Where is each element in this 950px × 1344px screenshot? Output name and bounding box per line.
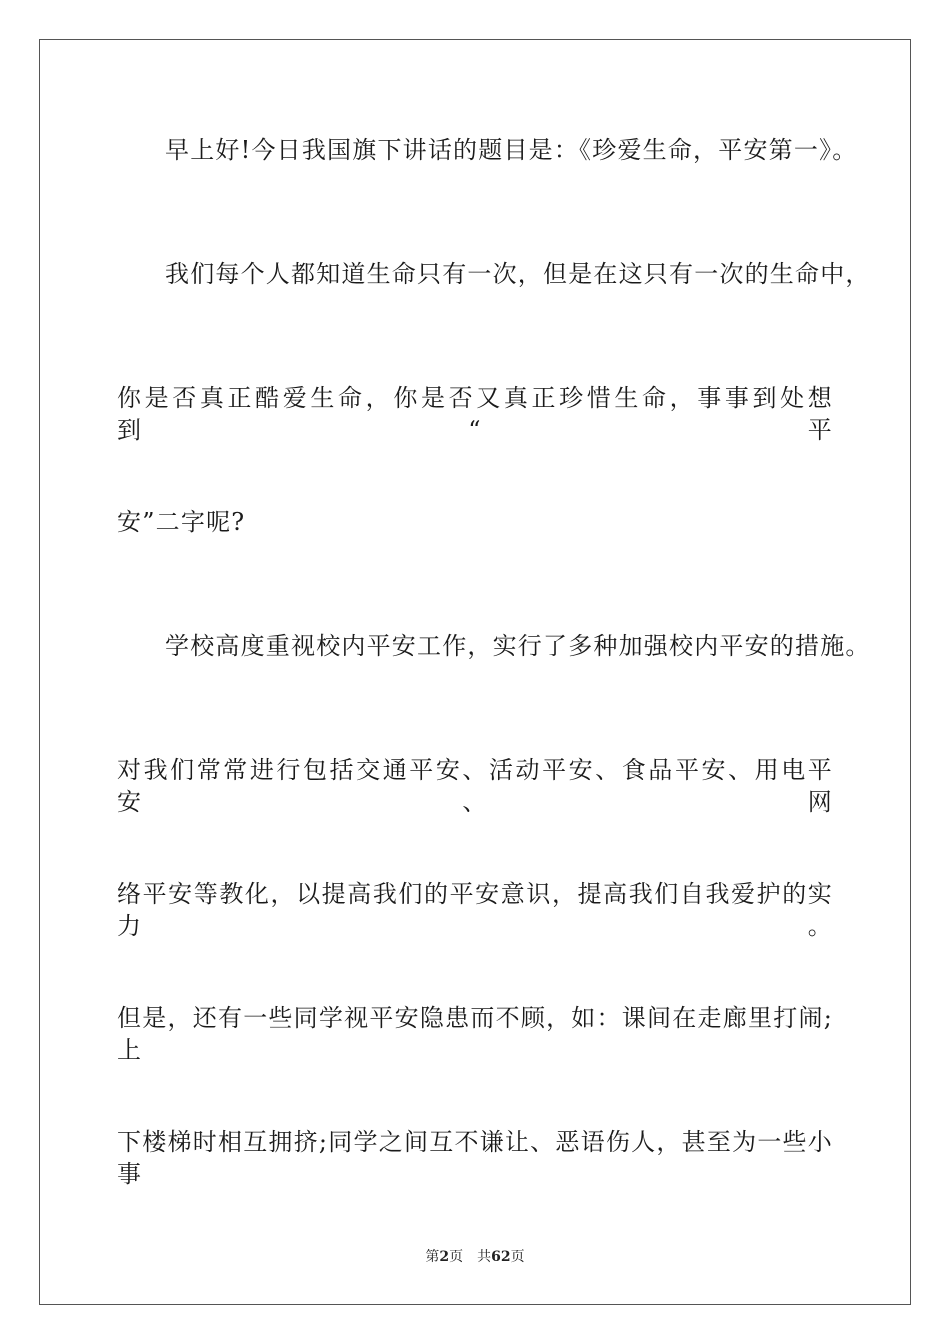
text-line-6: 对我们常常进行包括交通平安、活动平安、食品平安、用电平安、网 [117,756,833,816]
text-line-7: 络平安等教化，以提高我们的平安意识，提高我们自我爱护的实力。 [117,880,833,940]
text-line-9: 下楼梯时相互拥挤;同学之间互不谦让、恶语伤人，甚至为一些小事 [117,1128,833,1188]
page-footer [0,1248,950,1266]
page-prefix: 第 [425,1249,440,1265]
text-line-3: 你是否真正酷爱生命，你是否又真正珍惜生命，事事到处想到“平 [117,384,833,444]
page-suffix: 页 [449,1249,464,1265]
text-line-4: 安”二字呢? [117,508,246,536]
text-line-1: 早上好!今日我国旗下讲话的题目是：《珍爱生命，平安第一》。 [165,136,858,164]
total-suffix: 页 [510,1249,525,1265]
total-pages: 62 [491,1249,511,1265]
total-prefix: 共 [477,1249,492,1265]
text-line-5: 学校高度重视校内平安工作，实行了多种加强校内平安的措施。 [165,632,871,660]
page-frame [39,39,911,1305]
text-line-2: 我们每个人都知道生命只有一次，但是在这只有一次的生命中， [165,260,871,288]
text-line-8: 但是，还有一些同学视平安隐患而不顾，如：课间在走廊里打闹;上 [117,1004,833,1064]
page-number: 2 [439,1249,450,1265]
